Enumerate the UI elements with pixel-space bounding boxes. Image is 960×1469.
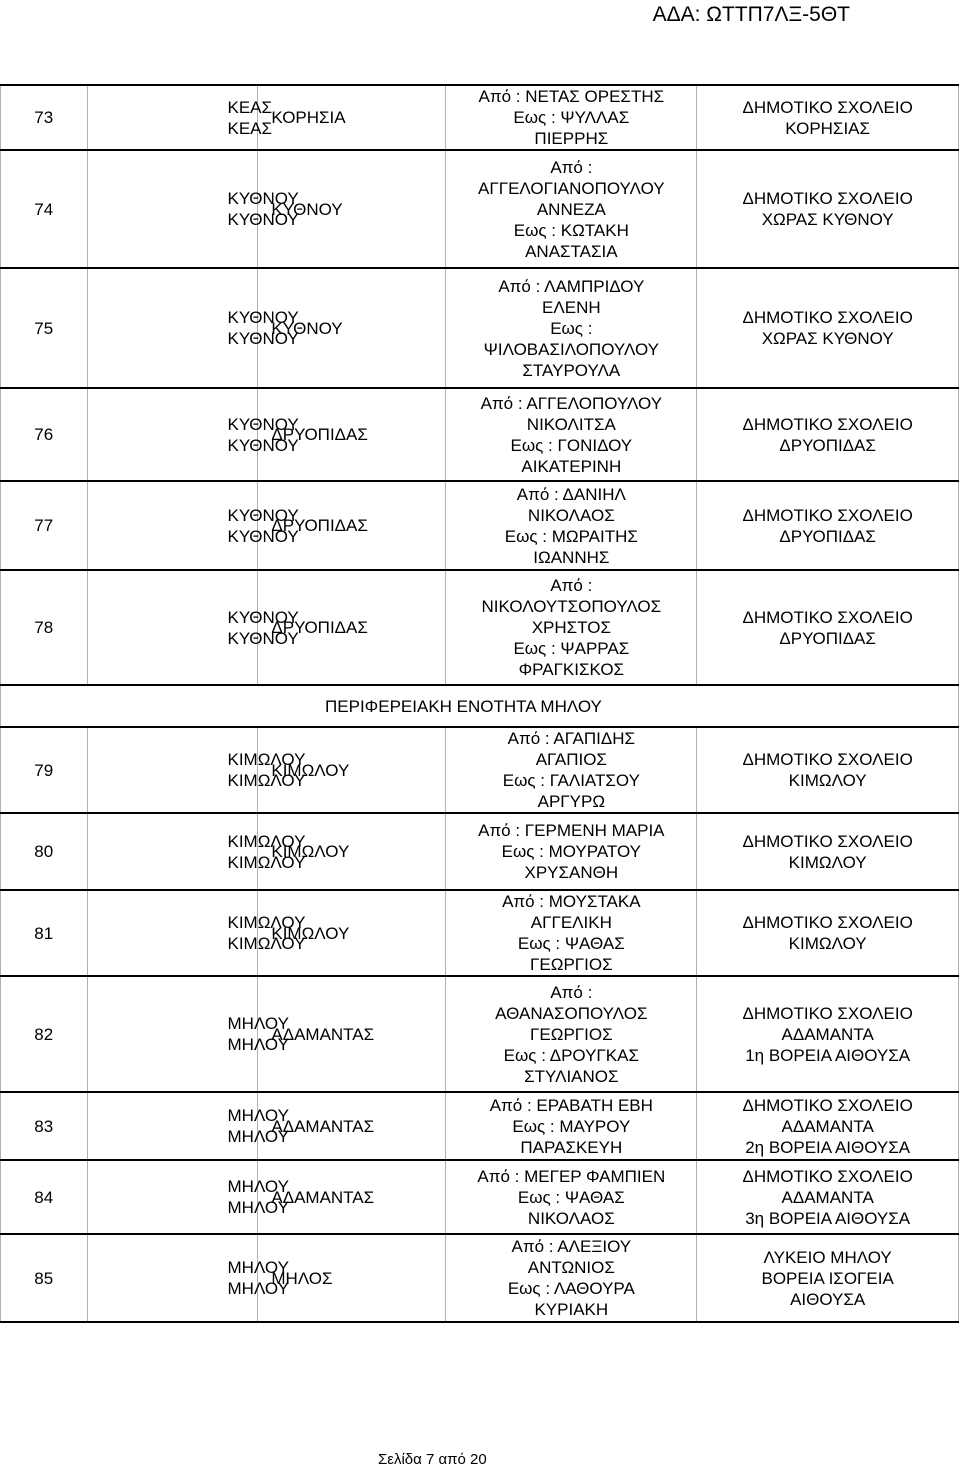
- section-header-row: [1, 685, 959, 727]
- row-number: 73: [1, 85, 88, 150]
- surname-range-cell: Από : ΔΑΝΙΗΛ ΝΙΚΟΛΑΟΣ Εως : ΜΩΡΑΙΤΗΣ ΙΩΑΝΝΗΣ: [446, 481, 697, 570]
- location-cell: ΑΔΑΜΑΝΤΑΣ: [258, 976, 446, 1092]
- municipality-cell: ΚΥΘΝΟΥ ΚΥΘΝΟΥ: [87, 150, 258, 268]
- location-cell: ΜΗΛΟΣ: [258, 1234, 446, 1322]
- municipality-cell: ΚΕΑΣ ΚΕΑΣ: [87, 85, 258, 150]
- municipality-cell: ΜΗΛΟΥ ΜΗΛΟΥ: [87, 1234, 258, 1322]
- polling-venue-cell: ΔΗΜΟΤΙΚΟ ΣΧΟΛΕΙΟ ΔΡΥΟΠΙΔΑΣ: [697, 570, 959, 685]
- table-row: [1, 890, 959, 976]
- surname-range-cell: Από : ΓΕΡΜΕΝΗ ΜΑΡΙΑ Εως : ΜΟΥΡΑΤΟΥ ΧΡΥΣΑΝΘΗ: [446, 813, 697, 890]
- section-row-group: [1, 685, 959, 727]
- row-number: 82: [1, 976, 88, 1092]
- polling-venue-cell: ΔΗΜΟΤΙΚΟ ΣΧΟΛΕΙΟ ΑΔΑΜΑΝΤΑ 2η ΒΟΡΕΙΑ ΑΙΘΟΥΣΑ: [697, 1092, 959, 1160]
- row-number: 77: [1, 481, 88, 570]
- page-number: Σελίδα 7 από 20: [378, 1451, 487, 1468]
- table-row: [1, 570, 959, 685]
- row-number: 83: [1, 1092, 88, 1160]
- section-title: ΠΕΡΙΦΕΡΕΙΑΚΗ ΕΝΟΤΗΤΑ ΜΗΛΟΥ: [1, 685, 959, 727]
- polling-venue-cell: ΔΗΜΟΤΙΚΟ ΣΧΟΛΕΙΟ ΑΔΑΜΑΝΤΑ 3η ΒΟΡΕΙΑ ΑΙΘΟΥΣΑ: [697, 1160, 959, 1234]
- municipality-cell: ΚΙΜΩΛΟΥ ΚΙΜΩΛΟΥ: [87, 890, 258, 976]
- municipality-cell: ΚΙΜΩΛΟΥ ΚΙΜΩΛΟΥ: [87, 727, 258, 813]
- polling-venue-cell: ΔΗΜΟΤΙΚΟ ΣΧΟΛΕΙΟ ΧΩΡΑΣ ΚΥΘΝΟΥ: [697, 150, 959, 268]
- table-row: [1, 150, 959, 268]
- municipality-cell: ΚΥΘΝΟΥ ΚΥΘΝΟΥ: [87, 388, 258, 481]
- location-cell: ΔΡΥΟΠΙΔΑΣ: [258, 481, 446, 570]
- table-row: [1, 85, 959, 150]
- surname-range-cell: Από : ΝΙΚΟΛΟΥΤΣΟΠΟΥΛΟΣ ΧΡΗΣΤΟΣ Εως : ΨΑΡΡΑΣ ΦΡΑΓΚΙΣΚΟΣ: [446, 570, 697, 685]
- location-cell: ΔΡΥΟΠΙΔΑΣ: [258, 570, 446, 685]
- location-cell: ΑΔΑΜΑΝΤΑΣ: [258, 1160, 446, 1234]
- polling-venue-cell: ΔΗΜΟΤΙΚΟ ΣΧΟΛΕΙΟ ΚΙΜΩΛΟΥ: [697, 813, 959, 890]
- table-row: [1, 727, 959, 813]
- location-cell: ΚΙΜΩΛΟΥ: [258, 890, 446, 976]
- table-row: [1, 388, 959, 481]
- municipality-cell: ΚΥΘΝΟΥ ΚΥΘΝΟΥ: [87, 481, 258, 570]
- table-row: [1, 1092, 959, 1160]
- municipality-cell: ΜΗΛΟΥ ΜΗΛΟΥ: [87, 1160, 258, 1234]
- table-row: [1, 1234, 959, 1322]
- surname-range-cell: Από : ΜΟΥΣΤΑΚΑ ΑΓΓΕΛΙΚΗ Εως : ΨΑΘΑΣ ΓΕΩΡΓΙΟΣ: [446, 890, 697, 976]
- location-cell: ΑΔΑΜΑΝΤΑΣ: [258, 1092, 446, 1160]
- row-number: 85: [1, 1234, 88, 1322]
- table-body-top: [1, 85, 959, 685]
- municipality-cell: ΜΗΛΟΥ ΜΗΛΟΥ: [87, 976, 258, 1092]
- location-cell: ΚΟΡΗΣΙΑ: [258, 85, 446, 150]
- row-number: 79: [1, 727, 88, 813]
- surname-range-cell: Από : ΛΑΜΠΡΙΔΟΥ ΕΛΕΝΗ Εως : ΨΙΛΟΒΑΣΙΛΟΠΟΥΛΟΥ ΣΤΑΥΡΟΥΛΑ: [446, 268, 697, 388]
- location-cell: ΚΥΘΝΟΥ: [258, 268, 446, 388]
- table-body-bottom: [1, 727, 959, 1322]
- table-row: [1, 976, 959, 1092]
- table-row: [1, 1160, 959, 1234]
- surname-range-cell: Από : ΑΓΓΕΛΟΠΟΥΛΟΥ ΝΙΚΟΛΙΤΣΑ Εως : ΓΟΝΙΔΟΥ ΑΙΚΑΤΕΡΙΝΗ: [446, 388, 697, 481]
- surname-range-cell: Από : ΑΓΑΠΙΔΗΣ ΑΓΑΠΙΟΣ Εως : ΓΑΛΙΑΤΣΟΥ ΑΡΓΥΡΩ: [446, 727, 697, 813]
- row-number: 78: [1, 570, 88, 685]
- surname-range-cell: Από : ΕΡΑΒΑΤΗ ΕΒΗ Εως : ΜΑΥΡΟΥ ΠΑΡΑΣΚΕΥΗ: [446, 1092, 697, 1160]
- row-number: 84: [1, 1160, 88, 1234]
- table-row: [1, 481, 959, 570]
- location-cell: ΚΙΜΩΛΟΥ: [258, 813, 446, 890]
- polling-venue-cell: ΔΗΜΟΤΙΚΟ ΣΧΟΛΕΙΟ ΔΡΥΟΠΙΔΑΣ: [697, 388, 959, 481]
- surname-range-cell: Από : ΑΛΕΞΙΟΥ ΑΝΤΩΝΙΟΣ Εως : ΛΑΘΟΥΡΑ ΚΥΡΙΑΚΗ: [446, 1234, 697, 1322]
- surname-range-cell: Από : ΑΘΑΝΑΣΟΠΟΥΛΟΣ ΓΕΩΡΓΙΟΣ Εως : ΔΡΟΥΓΚΑΣ ΣΤΥΛΙΑΝΟΣ: [446, 976, 697, 1092]
- document-ada-code: ΑΔΑ: ΩΤΤΠ7ΛΞ-5ΘΤ: [652, 3, 850, 26]
- location-cell: ΚΥΘΝΟΥ: [258, 150, 446, 268]
- location-cell: ΚΙΜΩΛΟΥ: [258, 727, 446, 813]
- surname-range-cell: Από : ΝΕΤΑΣ ΟΡΕΣΤΗΣ Εως : ΨΥΛΛΑΣ ΠΙΕΡΡΗΣ: [446, 85, 697, 150]
- municipality-cell: ΜΗΛΟΥ ΜΗΛΟΥ: [87, 1092, 258, 1160]
- row-number: 74: [1, 150, 88, 268]
- polling-venue-cell: ΔΗΜΟΤΙΚΟ ΣΧΟΛΕΙΟ ΑΔΑΜΑΝΤΑ 1η ΒΟΡΕΙΑ ΑΙΘΟΥΣΑ: [697, 976, 959, 1092]
- polling-venue-cell: ΔΗΜΟΤΙΚΟ ΣΧΟΛΕΙΟ ΚΙΜΩΛΟΥ: [697, 890, 959, 976]
- surname-range-cell: Από : ΜΕΓΕΡ ΦΑΜΠΙΕΝ Εως : ΨΑΘΑΣ ΝΙΚΟΛΑΟΣ: [446, 1160, 697, 1234]
- polling-venue-cell: ΔΗΜΟΤΙΚΟ ΣΧΟΛΕΙΟ ΧΩΡΑΣ ΚΥΘΝΟΥ: [697, 268, 959, 388]
- polling-stations-table: [0, 84, 959, 1323]
- table-row: [1, 813, 959, 890]
- row-number: 76: [1, 388, 88, 481]
- location-cell: ΔΡΥΟΠΙΔΑΣ: [258, 388, 446, 481]
- municipality-cell: ΚΥΘΝΟΥ ΚΥΘΝΟΥ: [87, 570, 258, 685]
- row-number: 80: [1, 813, 88, 890]
- polling-venue-cell: ΔΗΜΟΤΙΚΟ ΣΧΟΛΕΙΟ ΚΟΡΗΣΙΑΣ: [697, 85, 959, 150]
- polling-venue-cell: ΔΗΜΟΤΙΚΟ ΣΧΟΛΕΙΟ ΔΡΥΟΠΙΔΑΣ: [697, 481, 959, 570]
- municipality-cell: ΚΥΘΝΟΥ ΚΥΘΝΟΥ: [87, 268, 258, 388]
- polling-venue-cell: ΔΗΜΟΤΙΚΟ ΣΧΟΛΕΙΟ ΚΙΜΩΛΟΥ: [697, 727, 959, 813]
- municipality-cell: ΚΙΜΩΛΟΥ ΚΙΜΩΛΟΥ: [87, 813, 258, 890]
- surname-range-cell: Από : ΑΓΓΕΛΟΓΙΑΝΟΠΟΥΛΟΥ ΑΝΝΕΖΑ Εως : ΚΩΤΑΚΗ ΑΝΑΣΤΑΣΙΑ: [446, 150, 697, 268]
- row-number: 75: [1, 268, 88, 388]
- row-number: 81: [1, 890, 88, 976]
- table-row: [1, 268, 959, 388]
- polling-venue-cell: ΛΥΚΕΙΟ ΜΗΛΟΥ ΒΟΡΕΙΑ ΙΣΟΓΕΙΑ ΑΙΘΟΥΣΑ: [697, 1234, 959, 1322]
